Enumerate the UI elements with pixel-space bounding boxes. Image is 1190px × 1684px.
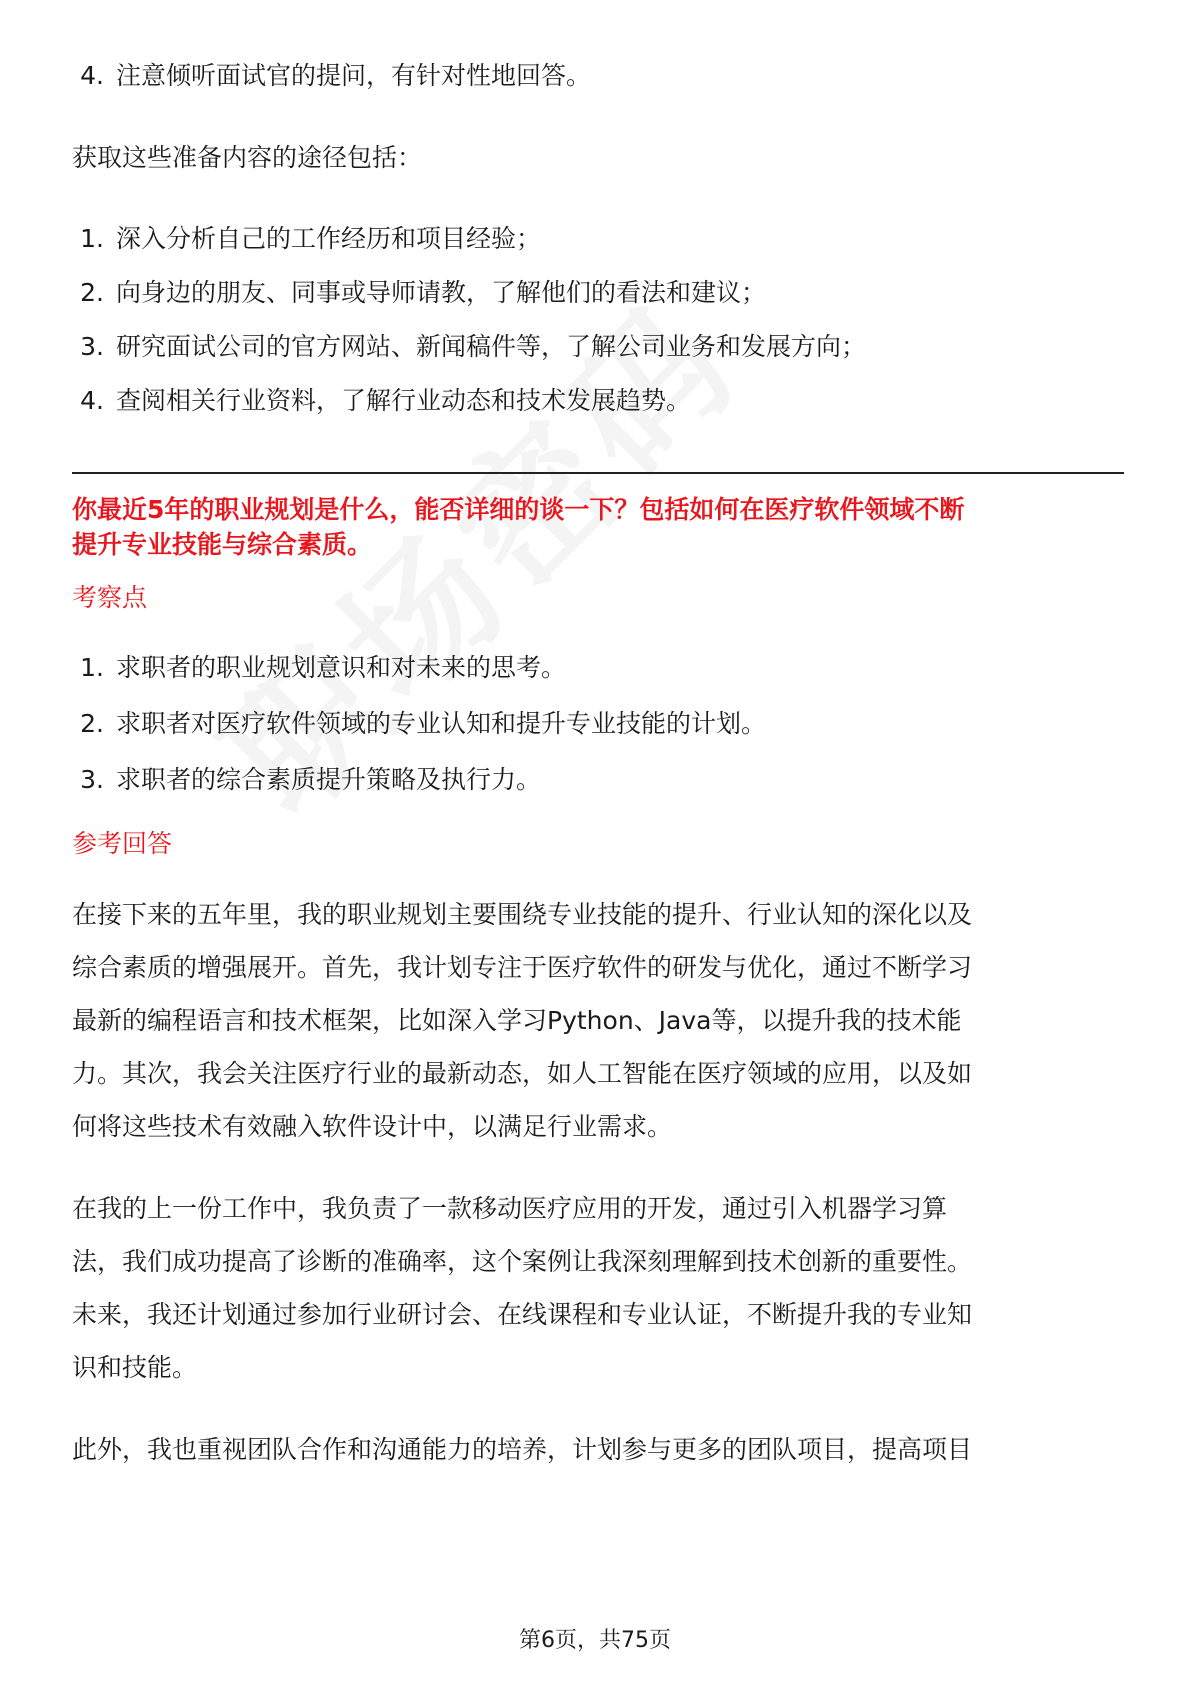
list-text: 研究面试公司的官方网站、新闻稿件等，了解公司业务和发展方向； [116, 332, 867, 361]
list-text: 深入分析自己的工作经历和项目经验； [116, 224, 542, 253]
answer-line: 法，我们成功提高了诊断的准确率，这个案例让我深刻理解到技术创新的重要性。 [72, 1247, 973, 1276]
answer-line: 未来，我还计划通过参加行业研讨会、在线课程和专业认证，不断提升我的专业知 [72, 1300, 973, 1329]
page-number-footer: 第6页，共75页 [519, 1628, 671, 1653]
interview-question [72, 492, 964, 562]
list-number: 3. [80, 332, 104, 361]
list-item [72, 330, 866, 364]
answer-line: 综合素质的增强展开。首先，我计划专注于医疗软件的研发与优化，通过不断学习 [72, 953, 973, 982]
list-text: 求职者对医疗软件领域的专业认知和提升专业技能的计划。 [116, 709, 767, 738]
list-number: 4. [80, 61, 104, 90]
list-item [72, 276, 866, 310]
answer-line: 在接下来的五年里，我的职业规划主要围绕专业技能的提升、行业认知的深化以及 [72, 900, 973, 929]
assess-list [72, 651, 766, 797]
answer-paragraph [72, 1423, 1120, 1476]
assess-heading: 考察点 [72, 583, 148, 612]
list-number: 1. [80, 653, 104, 682]
answer-line: 识和技能。 [72, 1353, 198, 1382]
answer-heading: 参考回答 [72, 829, 173, 858]
sources-intro: 获取这些准备内容的途径包括： [72, 143, 423, 172]
list-item [72, 707, 766, 741]
list-number: 2. [80, 278, 104, 307]
answer-line: 力。其次，我会关注医疗行业的最新动态，如人工智能在医疗领域的应用，以及如 [72, 1059, 973, 1088]
list-number: 2. [80, 709, 104, 738]
list-item [72, 222, 866, 256]
list-text: 向身边的朋友、同事或导师请教，了解他们的看法和建议； [116, 278, 767, 307]
list-text: 求职者的综合素质提升策略及执行力。 [116, 765, 542, 794]
list-number: 4. [80, 386, 104, 415]
sources-list [72, 222, 866, 418]
question-line: 你最近5年的职业规划是什么，能否详细的谈一下？包括如何在医疗软件领域不断 [72, 495, 965, 524]
answer-line: 此外，我也重视团队合作和沟通能力的培养，计划参与更多的团队项目，提高项目 [72, 1435, 973, 1464]
list-number: 1. [80, 224, 104, 253]
list-item [72, 384, 866, 418]
answer-line: 在我的上一份工作中，我负责了一款移动医疗应用的开发，通过引入机器学习算 [72, 1194, 948, 1223]
answer-paragraph [72, 888, 1120, 1153]
answer-line: 何将这些技术有效融入软件设计中，以满足行业需求。 [72, 1112, 673, 1141]
list-text: 求职者的职业规划意识和对未来的思考。 [116, 653, 567, 682]
prep-list-continued [72, 59, 591, 93]
answer-line: 最新的编程语言和技术框架，比如深入学习Python、Java等，以提升我的技术能 [72, 1006, 962, 1035]
question-line: 提升专业技能与综合素质。 [72, 530, 373, 559]
list-item [72, 763, 766, 797]
section-divider [72, 472, 1124, 474]
answer-paragraph [72, 1182, 1120, 1394]
list-number: 3. [80, 765, 104, 794]
list-text: 查阅相关行业资料，了解行业动态和技术发展趋势。 [116, 386, 692, 415]
list-text: 注意倾听面试官的提问，有针对性地回答。 [116, 61, 592, 90]
list-item [72, 651, 766, 685]
list-item [72, 59, 591, 93]
